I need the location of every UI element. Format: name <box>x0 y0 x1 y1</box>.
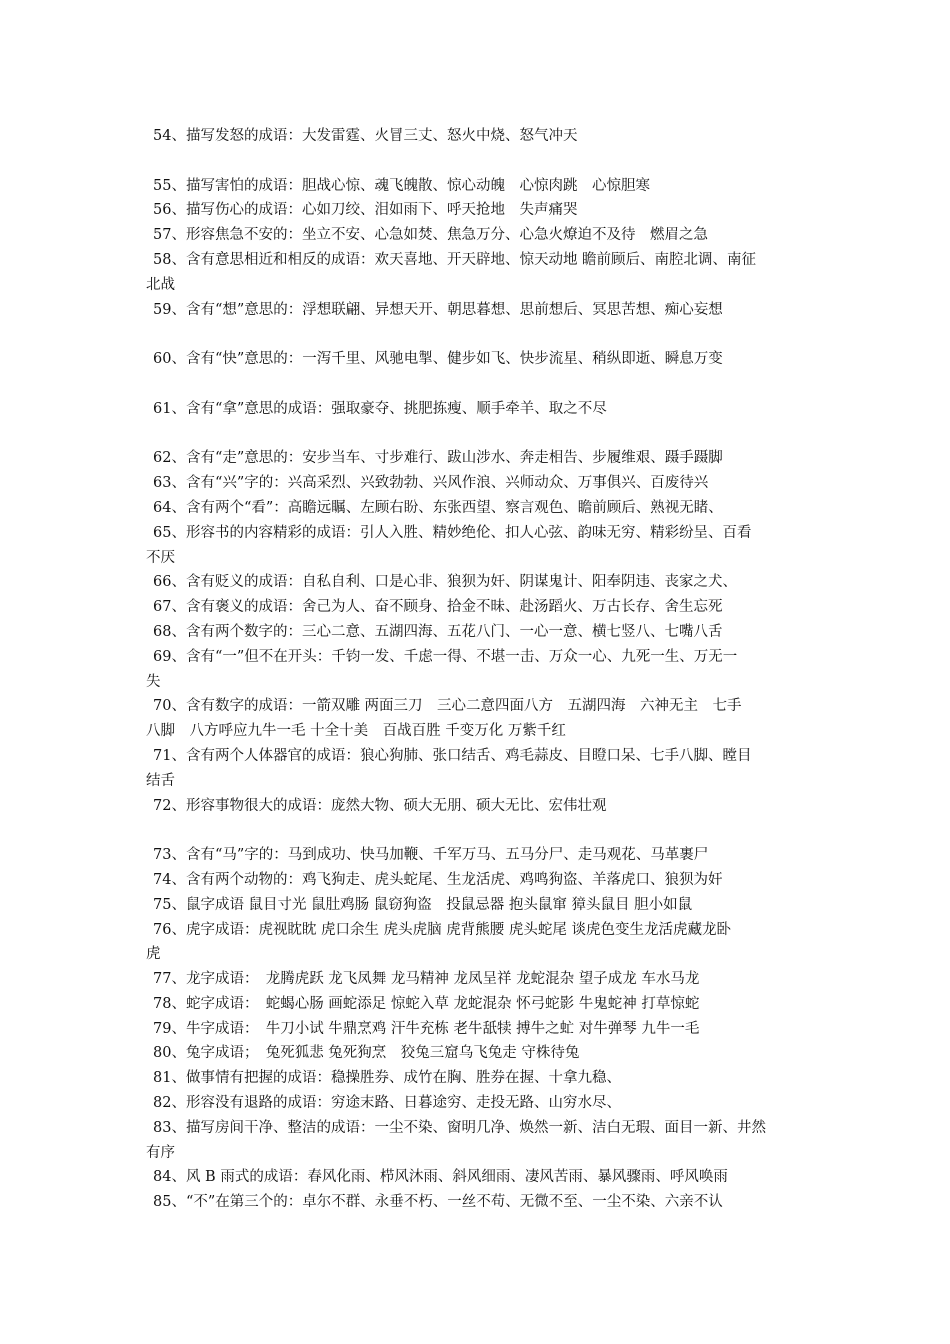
text-line: 78、蛇字成语： 蛇蝎心肠 画蛇添足 惊蛇入草 龙蛇混杂 怀弓蛇影 牛鬼蛇神 打草惊蛇 <box>153 995 700 1012</box>
text-line: 82、形容没有退路的成语：穷途末路、日暮途穷、走投无路、山穷水尽、 <box>153 1095 621 1112</box>
text-line: 66、含有贬义的成语：自私自利、口是心非、狼狈为奸、阴谋鬼计、阳奉阴违、丧家之犬、 <box>153 574 737 591</box>
text-line: 80、兔字成语； 兔死狐悲 兔死狗烹 狡兔三窟乌飞兔走 守株待兔 <box>153 1045 580 1062</box>
text-line: 失 <box>146 673 161 690</box>
text-line: 76、虎字成语：虎视眈眈 虎口余生 虎头虎脑 虎背熊腰 虎头蛇尾 谈虎色变生龙活虎藏龙卧 <box>153 921 731 938</box>
text-line: 57、形容焦急不安的：坐立不安、心急如焚、焦急万分、心急火燎迫不及待 燃眉之急 <box>153 227 708 244</box>
text-line: 69、含有“一”但不在开头：千钧一发、千虑一得、不堪一击、万众一心、九死一生、万无一 <box>153 648 738 665</box>
text-line: 虎 <box>146 946 161 963</box>
text-line: 71、含有两个人体器官的成语：狼心狗肺、张口结舌、鸡毛蒜皮、目瞪口呆、七手八脚、瞠目 <box>153 747 752 764</box>
blank-line <box>146 322 816 347</box>
text-line: 60、含有“快”意思的：一泻千里、风驰电掣、健步如飞、快步流星、稍纵即逝、瞬息万变 <box>153 351 723 368</box>
text-line: 64、含有两个“看”：高瞻远瞩、左顾右盼、东张西望、察言观色、瞻前顾后、熟视无睹、 <box>153 499 723 516</box>
text-line: 73、含有“马”字的：马到成功、快马加鞭、千军万马、五马分尸、走马观花、马革裹尸 <box>153 847 709 864</box>
text-line: 68、含有两个数字的：三心二意、五湖四海、五花八门、一心一意、横七竖八、七嘴八舌 <box>153 623 723 640</box>
text-line: 55、描写害怕的成语：胆战心惊、魂飞魄散、惊心动魄 心惊肉跳 心惊胆寒 <box>153 177 650 194</box>
text-line: 74、含有两个动物的：鸡飞狗走、虎头蛇尾、生龙活虎、鸡鸣狗盗、羊落虎口、狼狈为奸 <box>153 871 723 888</box>
text-line: 83、描写房间干净、整洁的成语：一尘不染、窗明几净、焕然一新、洁白无瑕、面目一新、井然 <box>153 1119 766 1136</box>
document-body <box>146 124 816 1215</box>
text-line: 81、做事情有把握的成语：稳操胜券、成竹在胸、胜券在握、十拿九稳、 <box>153 1070 621 1087</box>
text-line: 84、风 B 雨式的成语：春风化雨、栉风沐雨、斜风细雨、凄风苦雨、暴风骤雨、呼风唤雨 <box>153 1169 728 1186</box>
text-line: 65、形容书的内容精彩的成语：引人入胜、精妙绝伦、扣人心弦、韵味无穷、精彩纷呈、百看 <box>153 524 752 541</box>
text-line: 不厌 <box>146 549 175 566</box>
text-line: 59、含有“想”意思的：浮想联翩、异想天开、朝思暮想、思前想后、冥思苦想、痴心妄想 <box>153 301 723 318</box>
blank-line <box>146 818 816 843</box>
text-line: 62、含有“走”意思的：安步当车、寸步难行、跋山涉水、奔走相告、步履维艰、蹑手蹑脚 <box>153 450 723 467</box>
text-line: 72、形容事物很大的成语：庞然大物、硕大无朋、硕大无比、宏伟壮观 <box>153 797 607 814</box>
text-line: 61、含有“拿”意思的成语：强取豪夺、挑肥拣瘦、顺手牵羊、取之不尽 <box>153 400 607 417</box>
blank-line <box>146 422 816 447</box>
text-line: 56、描写伤心的成语：心如刀绞、泪如雨下、呼天抢地 失声痛哭 <box>153 202 578 219</box>
text-line: 58、含有意思相近和相反的成语：欢天喜地、开天辟地、惊天动地 瞻前顾后、南腔北调、南征 <box>153 251 757 268</box>
text-line: 八脚 八方呼应九牛一毛 十全十美 百战百胜 千变万化 万紫千红 <box>146 723 566 740</box>
text-line: 北战 <box>146 276 175 293</box>
text-line: 结舌 <box>146 772 175 789</box>
text-line: 67、含有褒义的成语：舍己为人、奋不顾身、拾金不昧、赴汤蹈火、万古长存、舍生忘死 <box>153 599 723 616</box>
text-line: 85、“不”在第三个的：卓尔不群、永垂不朽、一丝不苟、无微不至、一尘不染、六亲不认 <box>153 1194 723 1211</box>
text-line: 77、龙字成语： 龙腾虎跃 龙飞凤舞 龙马精神 龙凤呈祥 龙蛇混杂 望子成龙 车水马龙 <box>153 971 700 988</box>
text-line: 63、含有“兴”字的：兴高采烈、兴致勃勃、兴风作浪、兴师动众、万事俱兴、百废待兴 <box>153 475 709 492</box>
text-line: 54、描写发怒的成语：大发雷霆、火冒三丈、怒火中烧、怒气冲天 <box>153 128 578 144</box>
text-line: 有序 <box>146 1144 175 1161</box>
text-line: 75、鼠字成语 鼠目寸光 鼠肚鸡肠 鼠窃狗盗 投鼠忌器 抱头鼠窜 獐头鼠目 胆小如鼠 <box>153 896 693 913</box>
blank-line <box>146 372 816 397</box>
text-line: 79、牛字成语： 牛刀小试 牛鼎烹鸡 汗牛充栋 老牛舐犊 搏牛之虻 对牛弹琴 九牛一毛 <box>153 1020 700 1037</box>
blank-line <box>146 149 816 174</box>
text-line: 70、含有数字的成语：一箭双雕 两面三刀 三心二意四面八方 五湖四海 六神无主 七手 <box>153 698 742 715</box>
